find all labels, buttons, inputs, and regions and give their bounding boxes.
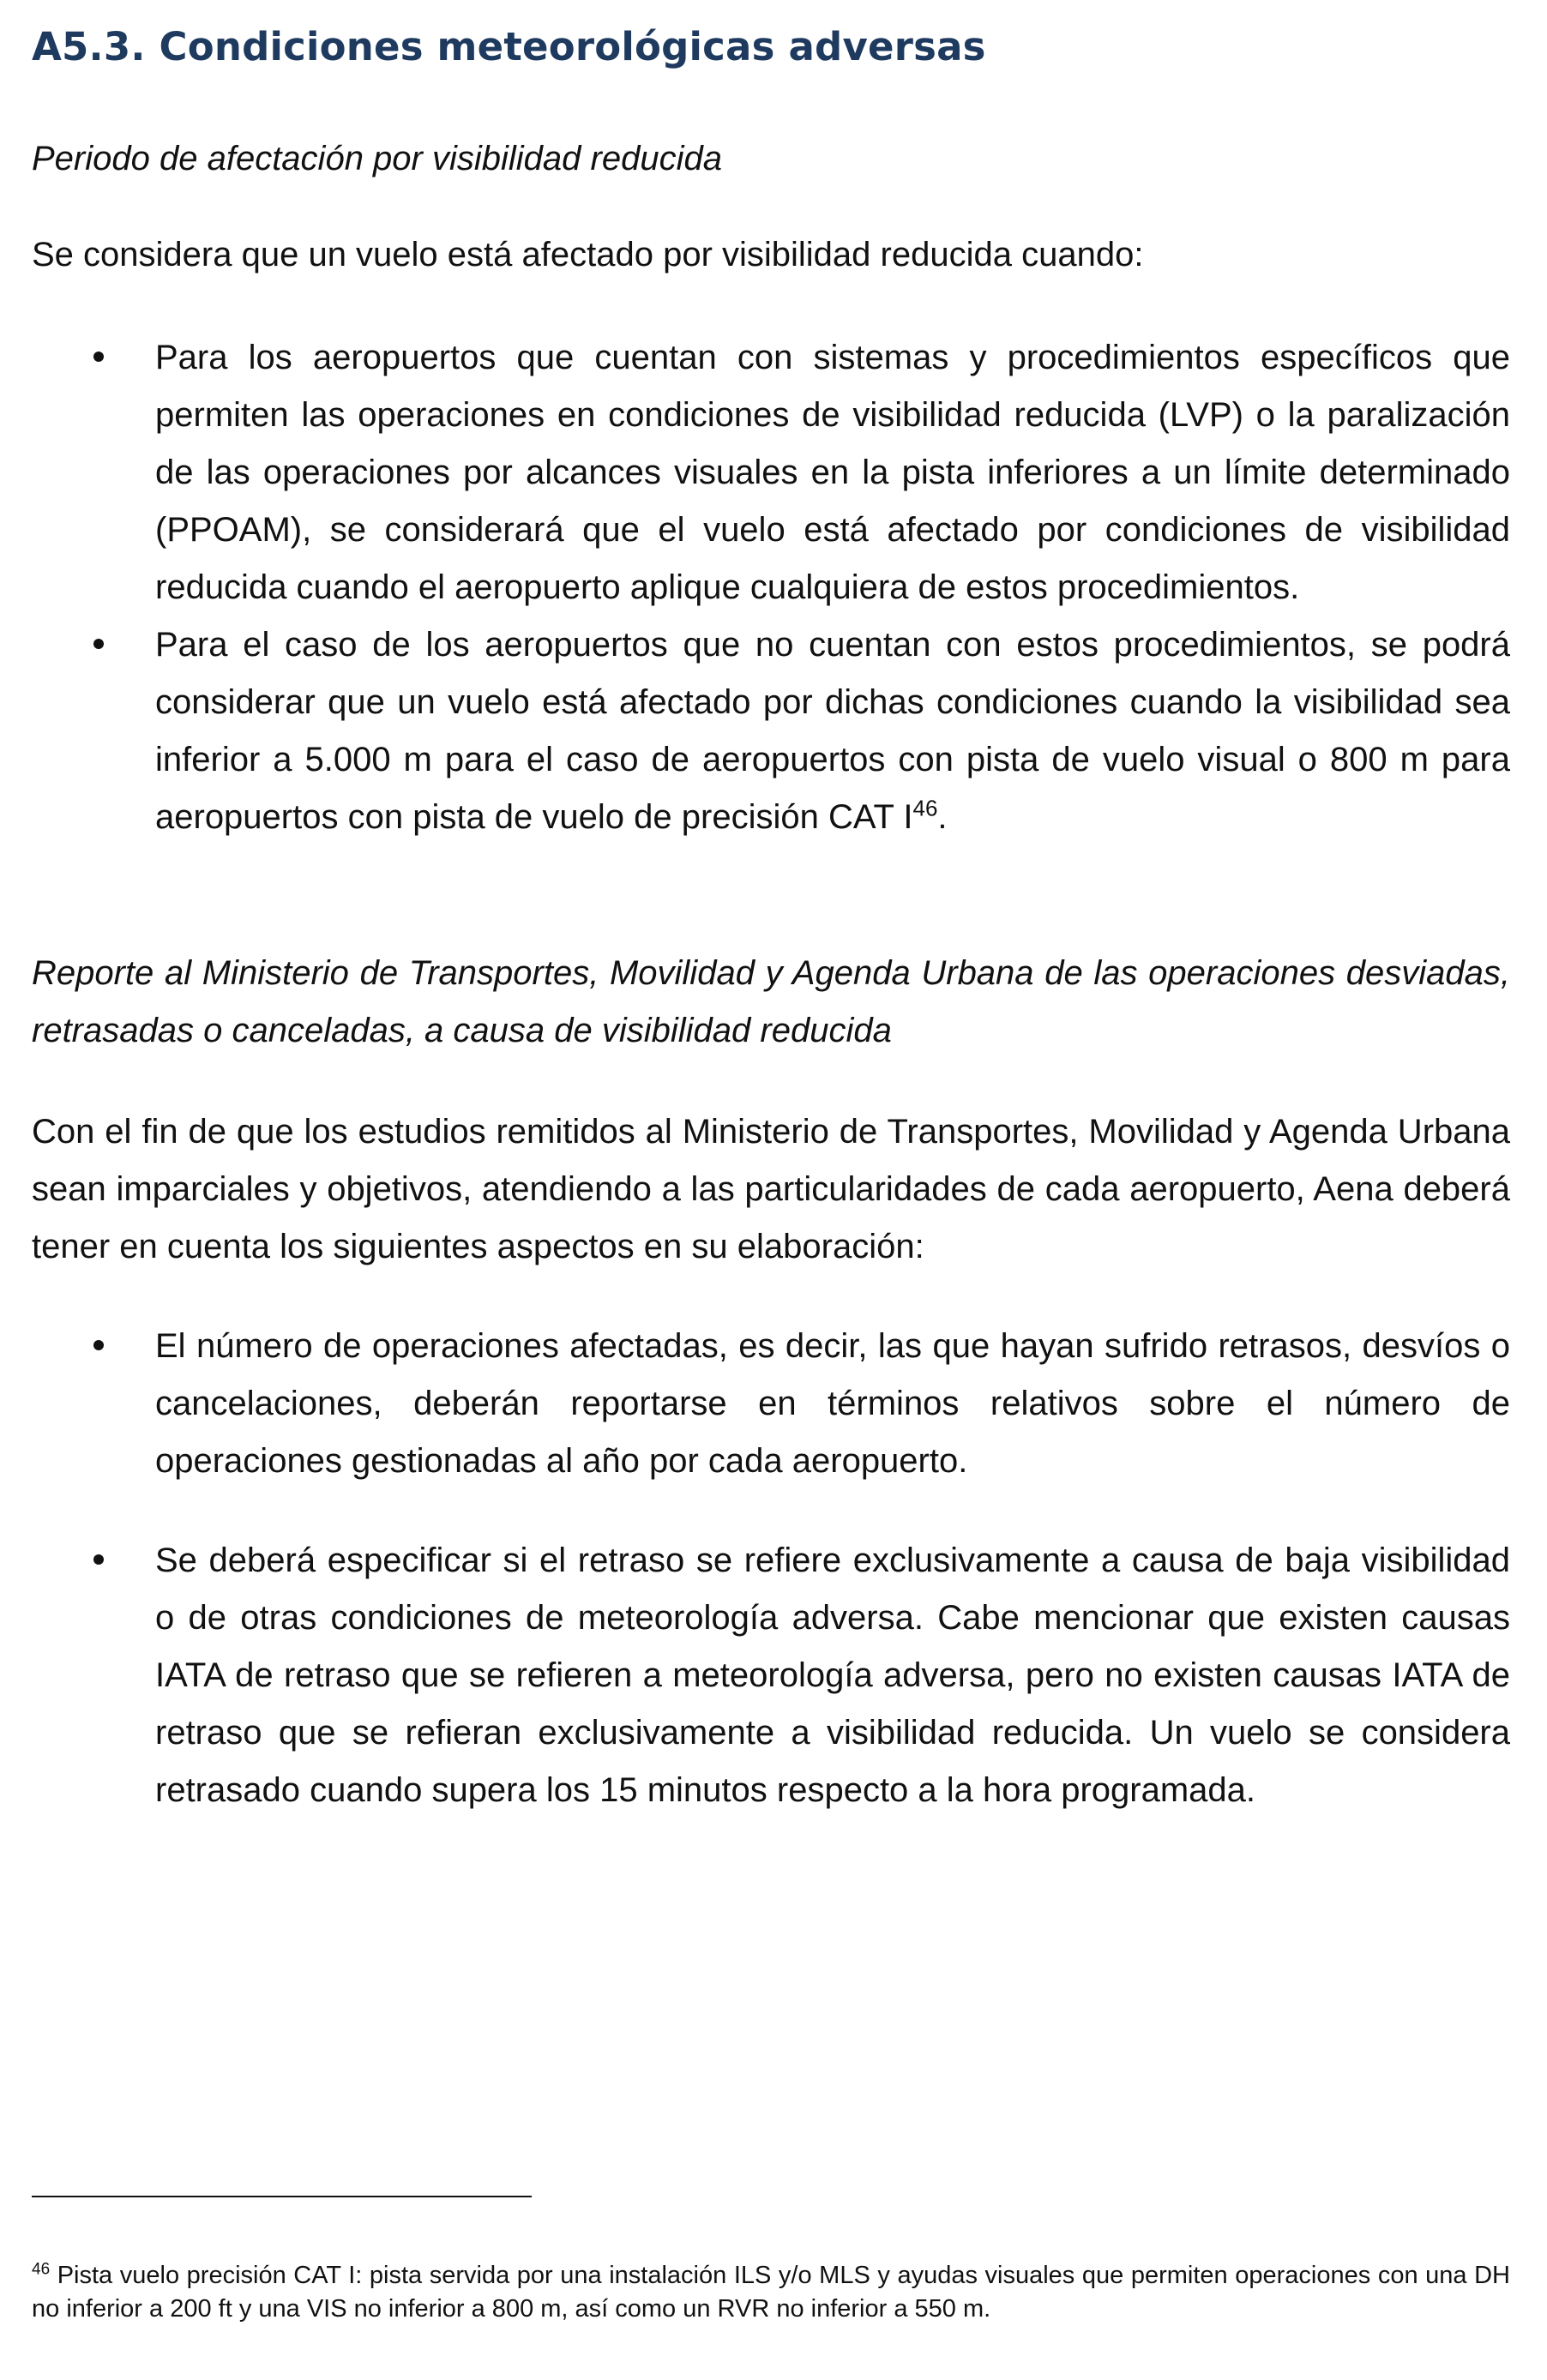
bullet-text: Para el caso de los aeropuertos que no cuentan con estos procedimientos, se podrá considerar que un vuelo está afectado por dichas condiciones cuando la visibilidad sea inferior a 5.000 m para el caso de aeropuertos con pista de vuelo visual o 800 m para aeropuertos con pista de vuelo de precisión CAT I [155, 626, 1510, 836]
footnote-text: Pista vuelo precisión CAT I: pista servida por una instalación ILS y/o MLS y ayudas visuales que permiten operaciones con una DH no inferior a 200 ft y una VIS no inferior a 800 m, así como un RVR no inferior a 550 m. [32, 2262, 1510, 2323]
bullet-text: Para los aeropuertos que cuentan con sistemas y procedimientos específicos que permiten las operaciones en condiciones de visibilidad reducida (LVP) o la paralización de las operaciones por alcances visuales en la pista inferiores a un límite determinado (PPOAM), se considerará que el vuelo está afectado por condiciones de visibilidad reducida cuando el aeropuerto aplique cualquiera de estos procedimientos. [155, 339, 1510, 606]
intro-paragraph-report: Con el fin de que los estudios remitidos al Ministerio de Transportes, Movilidad y Agenda Urbana sean imparciales y objetivos, atendiendo a las particularidades de cada aeropuerto, Aena deberá tener en cuenta los siguientes aspectos en su elaboración: [32, 1113, 1510, 1265]
bullet-item [32, 616, 1510, 846]
subheading-visibility-period: Periodo de afectación por visibilidad reducida [32, 140, 722, 177]
bullet-list-report-aspects [32, 1318, 1510, 1819]
bullet-item [32, 1532, 1510, 1819]
subheading-ministry-report: Reporte al Ministerio de Transportes, Movilidad y Agenda Urbana de las operaciones desviadas, retrasadas o canceladas, a causa de visibilidad reducida [32, 954, 1510, 1049]
bullet-text-end: . [937, 798, 948, 836]
bullet-icon [93, 639, 104, 649]
footnote-reference: 46 [912, 795, 938, 821]
section-heading: A5.3. Condiciones meteorológicas adversas [32, 24, 986, 69]
bullet-text: El número de operaciones afectadas, es decir, las que hayan sufrido retrasos, desvíos o cancelaciones, deberán reportarse en términos relativos sobre el número de operaciones gestionadas al año por cada aeropuerto. [155, 1327, 1510, 1480]
bullet-list-visibility-criteria [32, 329, 1510, 846]
bullet-item [32, 329, 1510, 616]
bullet-icon [93, 352, 104, 362]
bullet-text: Se deberá especificar si el retraso se refiere exclusivamente a causa de baja visibilidad o de otras condiciones de meteorología adversa. Cabe mencionar que existen causas IATA de retraso que se refieren a meteorología adversa, pero no existen causas IATA de retraso que se refieran exclusivamente a visibilidad reducida. Un vuelo se considera retrasado cuando supera los 15 minutos respecto a la hora programada. [155, 1542, 1510, 1809]
bullet-item [32, 1318, 1510, 1490]
footnote [32, 2259, 1510, 2326]
bullet-icon [93, 1340, 104, 1350]
footnote-separator [32, 2196, 532, 2197]
intro-paragraph-visibility: Se considera que un vuelo está afectado por visibilidad reducida cuando: [32, 236, 1144, 273]
footnote-number: 46 [32, 2260, 51, 2279]
bullet-icon [93, 1554, 104, 1565]
